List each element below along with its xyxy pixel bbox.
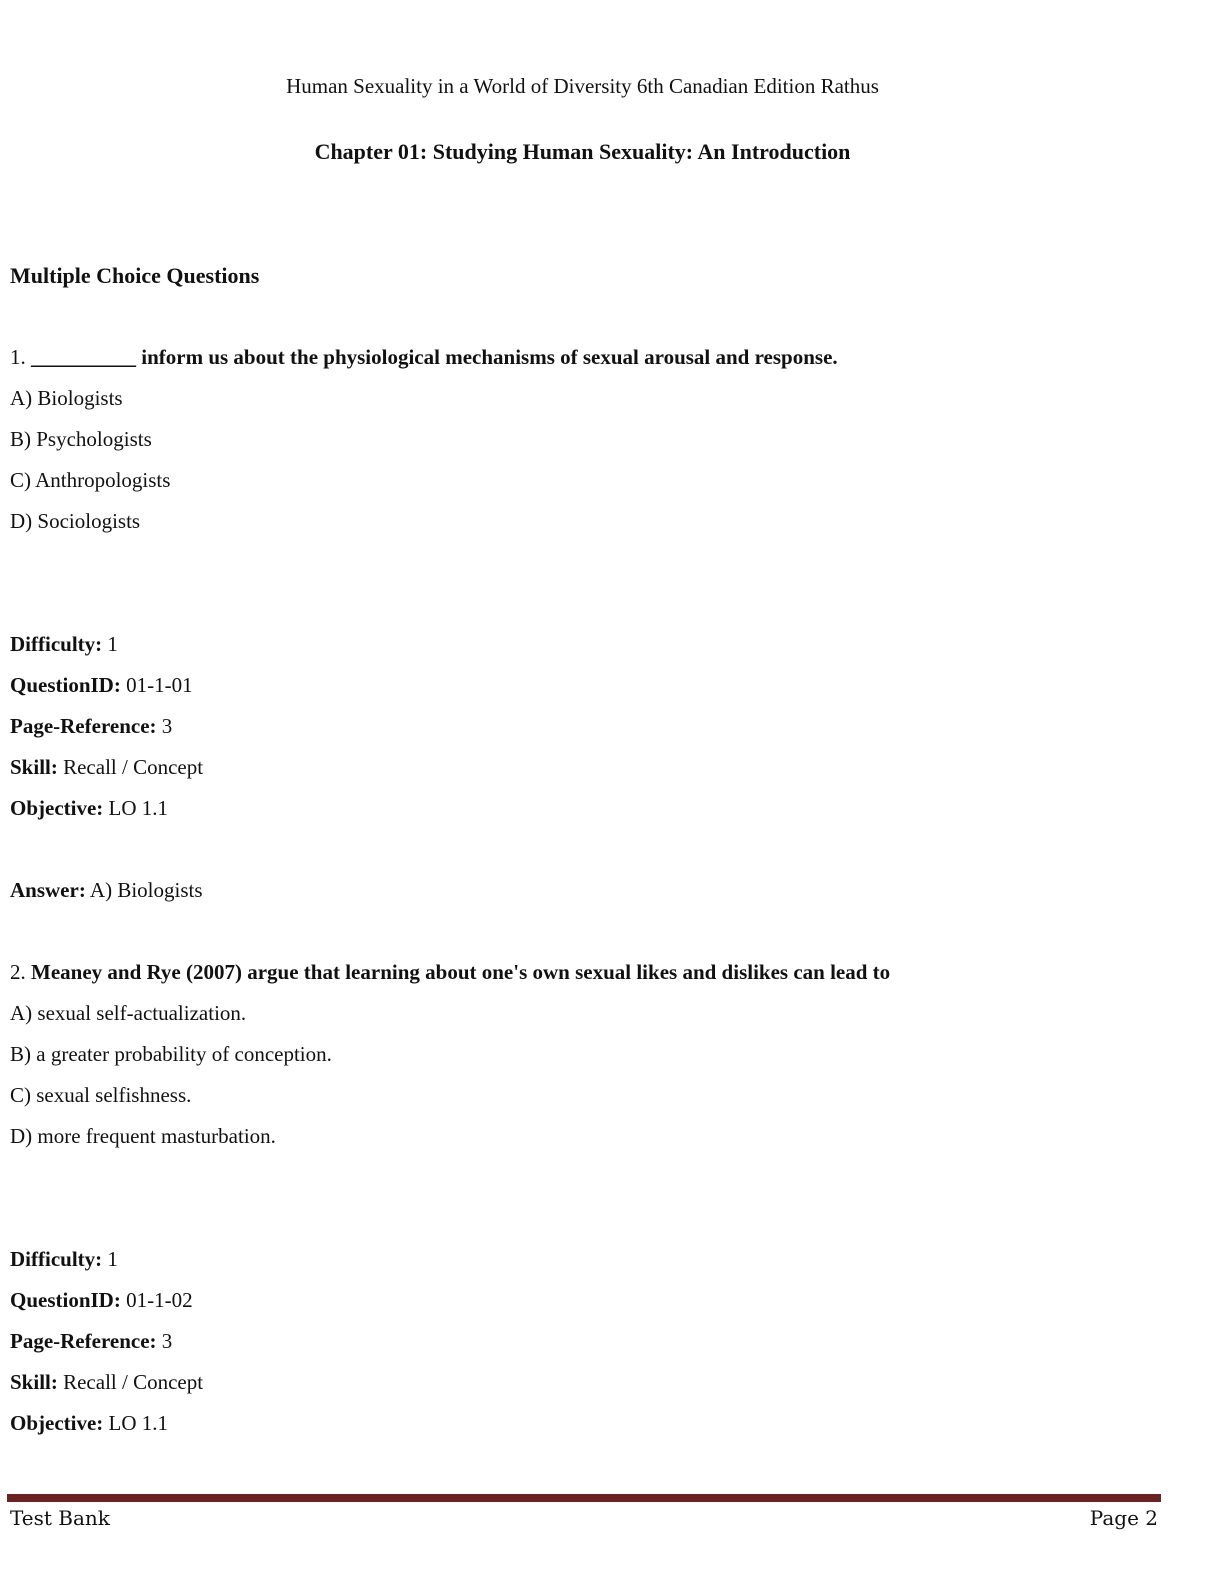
page-reference-value: 3 — [161, 1329, 173, 1353]
question-2-objective — [10, 1411, 168, 1436]
question-text: Meaney and Rye (2007) argue that learning about one's own sexual likes and dislikes can lead to — [31, 960, 891, 984]
chapter-title: Chapter 01: Studying Human Sexuality: An Introduction — [314, 139, 851, 164]
footer-divider — [7, 1494, 1161, 1502]
objective-value: LO 1.1 — [108, 796, 169, 820]
question-id-label: QuestionID: — [10, 1288, 121, 1312]
question-2-option-d: D) more frequent masturbation. — [10, 1124, 276, 1148]
page-reference-label: Page-Reference: — [10, 1329, 157, 1353]
question-2-option-c: C) sexual selfishness. — [10, 1083, 192, 1107]
skill-value: Recall / Concept — [63, 1370, 204, 1394]
question-id-value: 01-1-02 — [126, 1288, 193, 1312]
question-1-option-c: C) Anthropologists — [10, 468, 171, 492]
question-1-skill — [10, 755, 203, 780]
question-1-option-d: D) Sociologists — [10, 509, 141, 533]
question-text: __________ inform us about the physiological mechanisms of sexual arousal and response. — [31, 345, 838, 369]
difficulty-label: Difficulty: — [10, 1247, 103, 1271]
footer-left-text: Test Bank — [10, 1506, 110, 1530]
page-number: Page 2 — [1089, 1506, 1158, 1530]
page-reference-value: 3 — [161, 714, 173, 738]
question-2-page-reference — [10, 1329, 172, 1354]
section-heading: Multiple Choice Questions — [10, 263, 260, 288]
question-2-stem — [10, 960, 890, 985]
skill-label: Skill: — [10, 1370, 58, 1394]
question-1-answer — [10, 878, 203, 903]
difficulty-value: 1 — [107, 1247, 118, 1271]
skill-value: Recall / Concept — [63, 755, 204, 779]
answer-value: A) Biologists — [89, 878, 203, 902]
objective-label: Objective: — [10, 796, 104, 820]
question-number: 2. — [10, 960, 26, 984]
question-1-stem — [10, 345, 838, 370]
question-2-skill — [10, 1370, 203, 1395]
question-1-option-a: A) Biologists — [10, 386, 123, 410]
page-reference-label: Page-Reference: — [10, 714, 157, 738]
question-1-page-reference — [10, 714, 172, 739]
question-id-value: 01-1-01 — [126, 673, 193, 697]
question-2-option-b: B) a greater probability of conception. — [10, 1042, 332, 1066]
question-2-option-a: A) sexual self-actualization. — [10, 1001, 247, 1025]
skill-label: Skill: — [10, 755, 58, 779]
question-1-objective — [10, 796, 168, 821]
objective-value: LO 1.1 — [108, 1411, 169, 1435]
question-1-id — [10, 673, 193, 698]
book-title: Human Sexuality in a World of Diversity 6th Canadian Edition Rathus — [286, 74, 879, 98]
difficulty-value: 1 — [107, 632, 118, 656]
difficulty-label: Difficulty: — [10, 632, 103, 656]
question-number: 1. — [10, 345, 26, 369]
objective-label: Objective: — [10, 1411, 104, 1435]
question-1-option-b: B) Psychologists — [10, 427, 152, 451]
question-2-id — [10, 1288, 193, 1313]
question-id-label: QuestionID: — [10, 673, 121, 697]
answer-label: Answer: — [10, 878, 86, 902]
question-1-difficulty — [10, 632, 118, 657]
question-2-difficulty — [10, 1247, 118, 1272]
